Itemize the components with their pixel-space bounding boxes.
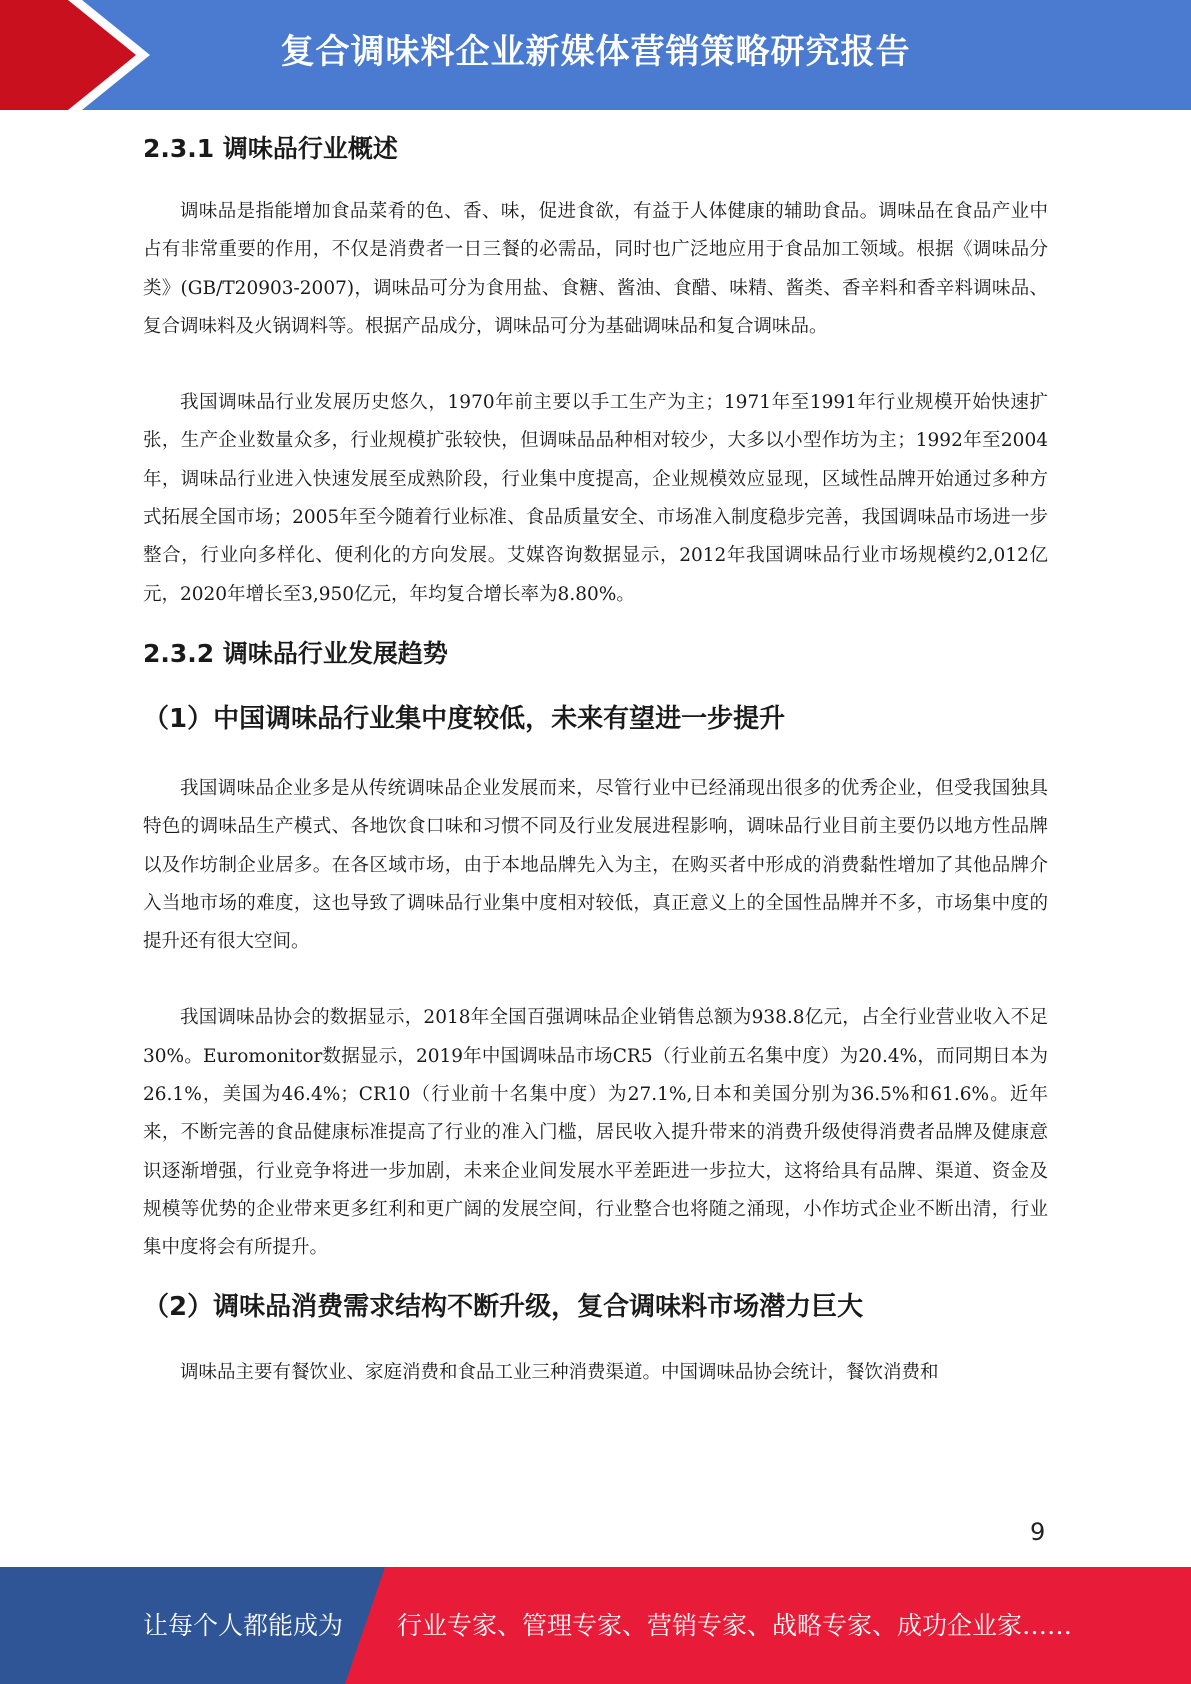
page-number: 9 [1030,1518,1046,1546]
footer-slogan-left: 让每个人都能成为 [143,1611,344,1640]
paragraph: 我国调味品企业多是从传统调味品企业发展而来，尽管行业中已经涌现出很多的优秀企业，但受我国独具特色的调味品生产模式、各地饮食口味和习惯不同及行业发展进程影响，调味品行业目前主要仍以地方性品牌以及作坊制企业居多。在各区域市场，由于本地品牌先入为主，在购买者中形成的消费黏性增加了其他品牌介入当地市场的难度，这也导致了调味品行业集中度相对较低，真正意义上的全国性品牌并不多，市场集中度的提升还有很大空间。 [143,777,1048,953]
subsection-heading-1: （1）中国调味品行业集中度较低，未来有望进一步提升 [143,703,786,734]
paragraph: 我国调味品协会的数据显示，2018年全国百强调味品企业销售总额为938.8亿元，占全行业营业收入不足30%。Euromonitor数据显示，2019年中国调味品市场CR5（行业前五名集中度）为20.4%，而同期日本为26.1%，美国为46.4%；CR10（行业前十名集中度）为27.1%,日本和美国分别为36.5%和61.6%。近年来，不断完善的食品健康标准提高了行业的准入门槛，居民收入提升带来的消费升级使得消费者品牌及健康意识逐渐增强，行业竞争将进一步加剧，未来企业间发展水平差距进一步拉大，这将给具有品牌、渠道、资金及规模等优势的企业带来更多红利和更广阔的发展空间，行业整合也将随之涌现，小作坊式企业不断出清，行业集中度将会有所提升。 [143,1007,1048,1259]
paragraph: 调味品是指能增加食品菜肴的色、香、味，促进食欲，有益于人体健康的辅助食品。调味品在食品产业中占有非常重要的作用，不仅是消费者一日三餐的必需品，同时也广泛地应用于食品加工领域。根据《调味品分类》(GB/T20903-2007)，调味品可分为食用盐、食糖、酱油、食醋、味精、酱类、香辛料和香辛料调味品、复合调味料及火锅调料等。根据产品成分，调味品可分为基础调味品和复合调味品。 [143,201,1048,337]
paragraph: 调味品主要有餐饮业、家庭消费和食品工业三种消费渠道。中国调味品协会统计，餐饮消费和 [180,1361,939,1383]
page-header [0,0,1191,110]
paragraph: 我国调味品行业发展历史悠久，1970年前主要以手工生产为主；1971年至1991年行业规模开始快速扩张，生产企业数量众多，行业规模扩张较快，但调味品品种相对较少，大多以小型作坊为主；1992年至2004年，调味品行业进入快速发展至成熟阶段，行业集中度提高，企业规模效应显现，区域性品牌开始通过多种方式拓展全国市场；2005年至今随着行业标准、食品质量安全、市场准入制度稳步完善，我国调味品市场进一步整合，行业向多样化、便利化的方向发展。艾媒咨询数据显示，2012年我国调味品行业市场规模约2,012亿元，2020年增长至3,950亿元，年均复合增长率为8.80%。 [143,392,1048,605]
page-content [143,125,1048,1392]
section-heading-2-3-2: 2.3.2 调味品行业发展趋势 [143,638,448,668]
page-footer [0,1567,1191,1684]
report-title: 复合调味料企业新媒体营销策略研究报告 [280,32,911,72]
subsection-heading-2: （2）调味品消费需求结构不断升级，复合调味料市场潜力巨大 [143,1291,864,1322]
section-heading-2-3-1: 2.3.1 调味品行业概述 [143,134,398,163]
footer-slogan-right: 行业专家、管理专家、营销专家、战略专家、成功企业家…… [397,1611,1073,1640]
